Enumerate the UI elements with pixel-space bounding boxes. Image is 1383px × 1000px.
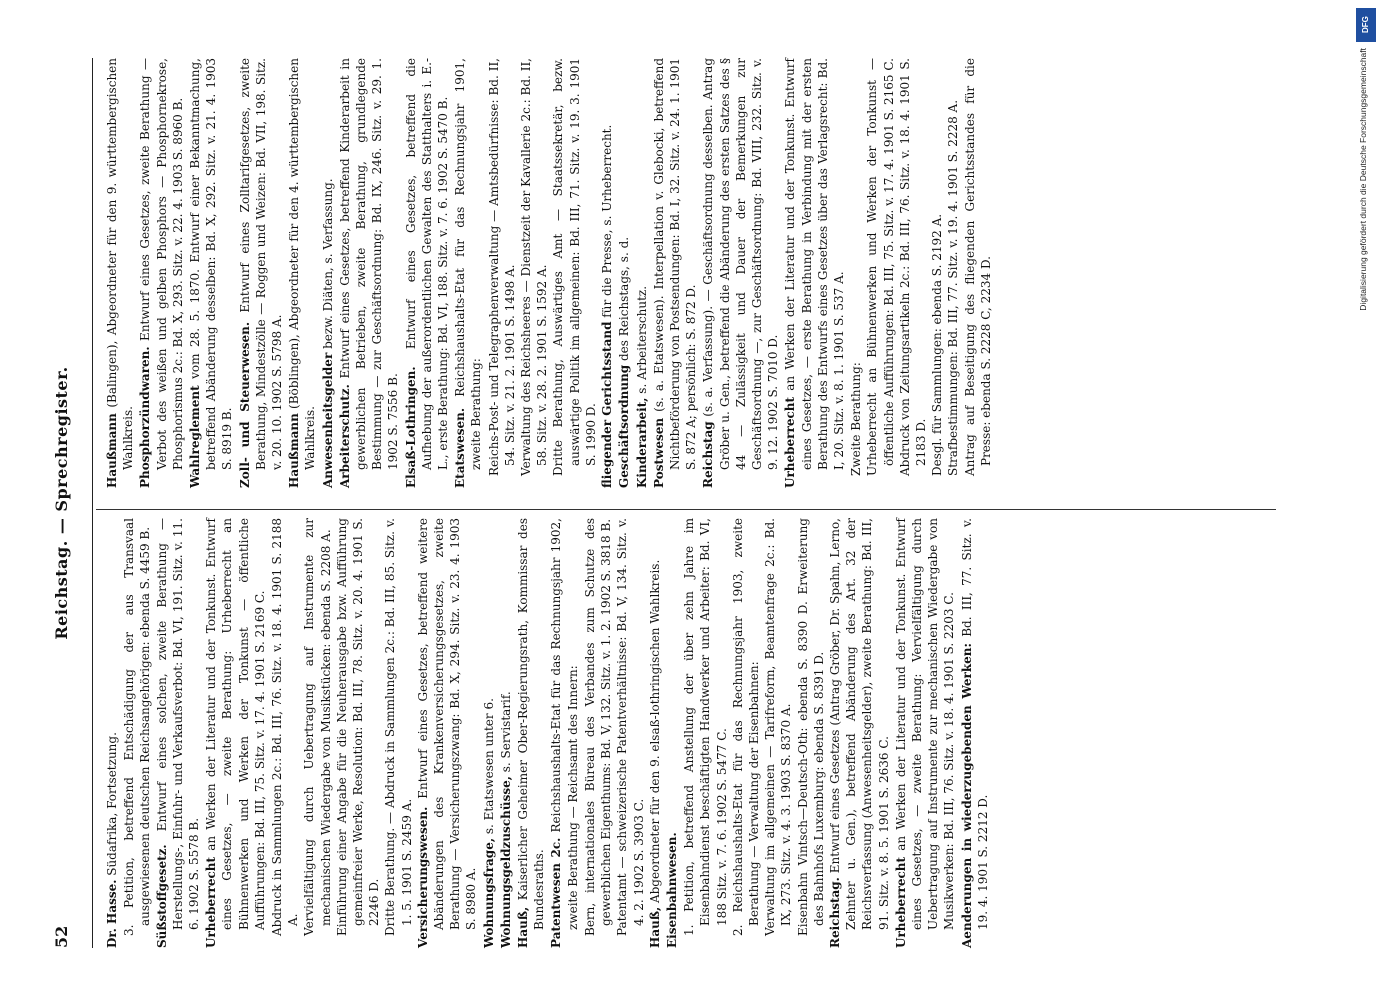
entry-lemma: Urheberrecht [783, 396, 798, 488]
entry-text: an Werken der Literatur und der Tonkunst. Entwurf eines Gesetzes, — zweite Berathung: Urheberrecht an Bühnenwerken und Werken der Tonkunst — öffentliche Aufführungen: Bd. III, 75. Sitz. v. 17. 4. 1901 S. 2169 C. [204, 518, 267, 930]
entry-lemma: Urheberrecht [204, 856, 219, 948]
entry-lemma: Hauß, [647, 906, 662, 948]
index-entry [782, 58, 847, 488]
entry-lemma: Süßstoffgesetz. [154, 844, 169, 948]
index-entry [337, 58, 402, 488]
left-column [104, 518, 992, 948]
index-entry [795, 518, 827, 948]
entry-text: Verwaltung des Reichsheeres — Dienstzeit der Kavallerie 2c.: Bd. II, 58. Sitz. v. 28. 2. 1901 S. 1592 A. [519, 58, 550, 476]
index-entry [121, 518, 153, 948]
index-entry [651, 58, 700, 488]
entry-text: 1. Petition, betreffend Anstellung der über zehn Jahre im Eisenbahndienst beschäftigten Handwerker und Arbeiter: Bd. VI, 188 Sitz. v. 7. 6. 1902 S. 5477 C. [682, 518, 729, 936]
entry-text: Antrag auf Beseitigung des fliegenden Gerichtsstandes für die Presse: ebenda S. 2228 C, 2234 D. [962, 58, 993, 476]
entry-text: Abdruck von Zeitungsartikeln 2c.: Bd. III, 76. Sitz. v. 18. 4. 1901 S. 2183 D. [897, 58, 928, 476]
index-entry [154, 518, 203, 948]
entry-text: an Werken der Literatur und der Tonkunst. Entwurf eines Gesetzes, — zweite Berathung: Vervielfältigung durch Uebertragung auf Instrumente zur mechanischen Wiedergabe von Musikwerken: Bd. III, 76. Sitz. v. 18. 4. 1901 S. 2203 C. [893, 518, 957, 930]
entry-text: Bern, internationales Büreau des Verbandes zum Schutze des gewerblichen Eigenthums: Bd. V, 132. Sitz. v. 1. 2. 1902 S. 3818 B. [582, 518, 614, 936]
entry-text: Zweite Berathung: [849, 362, 864, 476]
index-entry [515, 518, 547, 948]
entry-lemma: Arbeiterschutz. [337, 384, 352, 488]
entry-text: Abdruck in Sammlungen 2c.: Bd. III, 76. Sitz. v. 18. 4. 1901 S. 2188 A. [270, 518, 301, 936]
entry-lemma: Haußmann [105, 413, 119, 488]
index-entry [269, 518, 301, 948]
entry-lemma: Reichstag. [827, 877, 842, 948]
entry-text: Bd. III, 77. Sitz. v. 19. 4. 1901 S. 2212 D. [959, 518, 990, 930]
entry-text: Reichs-Post- und Telegraphenverwaltung — Amtsbedürfnisse: Bd. II, 54. Sitz. v. 21. 2. 1901 S. 1498 A. [486, 58, 517, 476]
entry-lemma: Elsaß-Lothringen. [403, 366, 418, 488]
entry-text: Dritte Berathung. — Abdruck in Sammlungen 2c.: Bd. III, 85. Sitz. v. 1. 5. 1901 S. 2459 A. [383, 518, 414, 936]
index-entry [452, 58, 484, 488]
index-entry [647, 518, 663, 948]
entry-lemma: fliegender Gerichtsstand [600, 321, 615, 488]
entry-text: 2. Reichshaushalts-Etat für das Rechnungsjahr 1903, zweite Berathung — Verwaltung der Eisenbahnen: [730, 518, 761, 936]
index-entry [664, 518, 680, 948]
entry-lemma: Versicherungswesen. [415, 806, 430, 948]
entry-text: Entwurf eines Gesetzes, betreffend Kinderarbeit in gewerblichen Betrieben, zweite Berathung, grundlegende Bestimmung — zur Geschäftsordnung: Bd. IX, 246. Sitz. v. 29. 1. 1902 S. 7556 B. [337, 58, 401, 470]
page-header [52, 58, 92, 948]
column-divider [96, 509, 1276, 510]
index-entry [614, 518, 646, 948]
entry-lemma: Patentwesen 2c. [549, 837, 564, 948]
index-entry [616, 58, 632, 488]
entry-text: Vervielfältigung durch Uebertragung auf Instrumente zur mechanischen Wiedergabe von Musikstücken: ebenda S. 2208 A. [302, 518, 333, 936]
entry-lemma: Wohnungsgeldzuschüsse, [498, 776, 513, 948]
index-entry [498, 518, 514, 948]
index-entry [548, 518, 580, 948]
entry-text: Südafrika, Fortsetzung. [105, 732, 119, 880]
entry-text: Abgeordneter für den 9. elsaß-lothringischen Wahlkreis. [647, 559, 662, 907]
entry-text: (s. a. Etatswesen). Interpellation v. Glebocki, betreffend Nichtbeförderung von Postsendungen: Bd. I, 32. Sitz. v. 24. 1. 1901 S. 872 A; persönlich: S. 872 D. [651, 58, 699, 470]
entry-lemma: Urheberrecht [893, 856, 908, 948]
entry-text: s. Servistarif. [498, 691, 513, 777]
index-entry [104, 58, 136, 488]
entry-text: Patentamt — schweizerische Patentverhältnisse: Bd. V, 134. Sitz. v. 4. 2. 1902 S. 3903 C. [615, 518, 646, 936]
entry-text: (Böblingen), Abgeordneter für den 4. württembergischen Wahlkreis. [287, 58, 318, 470]
entry-text: Entwurf eines Gesetzes, betreffend weitere Abänderungen des Krankenversicherungsgesetzes, zweite Berathung — Versicherungszwang: Bd. X, 294. Sitz. v. 23. 4. 1903 S. 8980 A. [415, 518, 479, 930]
index-entry [893, 518, 958, 948]
index-entry [187, 58, 236, 488]
index-entry [582, 518, 614, 948]
dfg-logo: DFG [1356, 8, 1376, 42]
index-entry [848, 58, 864, 488]
entry-text: für die Presse, s. Urheberrecht. [600, 124, 615, 322]
index-entry [334, 518, 383, 948]
index-entry [486, 58, 518, 488]
entry-lemma: Haußmann [287, 413, 302, 488]
index-entry [382, 518, 414, 948]
entry-text: vom 28. 5. 1870. Entwurf einer Bekanntmachung, betreffend Abänderung desselben: Bd. X, 292. Sitz. v. 21. 4. 1903 S. 8919 B. [188, 58, 235, 470]
index-entry [415, 518, 480, 948]
entry-lemma: Anwesenheitsgelder [320, 352, 335, 488]
entry-text: s. Etatswesen unter 6. [481, 698, 496, 838]
entry-text: bezw. Diäten, s. Verfassung. [320, 178, 335, 353]
entry-text: Eisenbahn Vintsch—Deutsch-Oth: ebenda S. 8390 D. Erweiterung des Bahnhofs Luxemburg: ebenda S. 8391 D. [795, 518, 826, 936]
entry-text: Einführung einer Angabe für die Neuherausgabe bzw. Aufführung gemeinfreier Werke, Resolution: Bd. III, 78. Sitz. v. 20. 4. 1901 S. 2246 D. [334, 518, 382, 936]
index-entry [203, 518, 268, 948]
entry-lemma: Geschäftsordnung [617, 364, 632, 488]
index-entry [897, 58, 929, 488]
entry-text: s. Arbeiterschutz. [634, 285, 649, 398]
index-entry [403, 58, 452, 488]
index-entry [237, 58, 286, 488]
entry-text: 3. Petition, betreffend Entschädigung der aus Transvaal ausgewiesenen deutschen Reichsangehörigen: ebenda S. 4459 B. [122, 518, 153, 936]
entry-text: Kaiserlicher Geheimer Ober-Regierungsrath, Kommissar des Bundesraths. [516, 518, 547, 930]
entry-text: Entwurf eines Zolltarifgesetzes, zweite Berathung, Mindestzölle — Roggen und Weizen: Bd. VII, 198. Sitz. v. 20. 10. 1902 S. 5798 A. [237, 57, 285, 470]
entry-lemma: Eisenbahnwesen. [664, 832, 679, 948]
entry-text: (s. a. Verfassung). — Geschäftsordnung desselben. Antrag Gröber u. Gen., betreffend die Abänderung des ersten Satzes des § 44 — Zulässigkeit und Dauer der Bemerkungen zur Geschäftsordnung —, zur Geschäftsordnung: Bd. VIII, 232. Sitz. v. 9. 12. 1902 S. 7010 D. [701, 58, 781, 470]
right-column [104, 58, 994, 488]
index-entry [550, 58, 599, 488]
entry-lemma: Wahlreglement [188, 385, 203, 488]
header-rule [92, 58, 93, 948]
entry-text: (Balingen), Abgeordneter für den 9. württembergischen Wahlkreis. [105, 58, 136, 470]
index-entry [681, 518, 730, 948]
index-entry [481, 518, 497, 948]
index-entry [827, 518, 892, 948]
entry-lemma: Aenderungen in wiederzugebenden Werken: [959, 643, 974, 948]
entry-text: Entwurf eines Gesetzes, zweite Berathung — Verbot des weißen und gelben Phosphors — Phosphornekrose, Phosphorismus 2c.: Bd. X, 293. Sitz. v. 22. 4. 1903 S. 8960 B. [138, 58, 185, 470]
index-entry [301, 518, 333, 948]
index-entry [959, 518, 991, 948]
index-entry [762, 518, 794, 948]
index-entry [599, 58, 615, 488]
entry-lemma: Postwesen [651, 417, 666, 488]
entry-lemma: Reichstag [701, 421, 716, 488]
entry-text: Verwaltung im allgemeinen — Tarifreform, Beamtenfrage 2c.: Bd. IX, 273. Sitz. v. 4. 3. 1903 S. 8370 A. [763, 518, 794, 936]
index-entry [286, 58, 318, 488]
entry-text: Urheberrecht an Bühnenwerken und Werken der Tonkunst — öffentliche Aufführungen: Bd. III, 75. Sitz. v. 17. 4. 1901 S. 2165 C. [865, 58, 896, 476]
entry-text: Entwurf eines Gesetzes, betreffend die Aufhebung der außerordentlichen Gewalten des Statthalters i. E.-L., erste Berathung: Bd. VI, 188. Sitz. v. 7. 6. 1902 S. 5470 B. [403, 58, 451, 470]
entry-lemma: Etatswesen. [453, 407, 468, 488]
index-entry [320, 58, 336, 488]
entry-lemma: Kinderarbeit, [634, 397, 649, 488]
entry-text: Dritte Berathung, Auswärtiges Amt — Staatssekretär, bezw. auswärtige Politik im allgemeinen: Bd. III, 71. Sitz. v. 19. 3. 1901 S. 1990 D. [551, 58, 598, 476]
entry-lemma: Zoll- und Steuerwesen. [237, 321, 252, 488]
entry-lemma: Dr. Hasse. [105, 879, 119, 948]
entry-text: Entwurf eines solchen, zweite Berathung — Herstellungs-, Einfuhr- und Verkaufsverbot: Bd. VI, 191. Sitz. v. 11. 6. 1902 S. 5578 B. [154, 518, 202, 930]
entry-lemma: Hauß, [516, 906, 531, 948]
index-entry [929, 58, 945, 488]
entry-text: Reichshaushalts-Etat für das Rechnungsjahr 1902, zweite Berathung — Reichsamt des Innern: [549, 518, 580, 930]
entry-text: Entwurf eines Gesetzes (Antrag Gröber, Dr. Spahn, Lerno, Zehnter u. Gen.), betreffend Abänderung des Art. 32 der Reichsverfassung (Anwesenheitsgelder), zweite Berathung: Bd. III, 91. Sitz. v. 8. 5. 1901 S. 2636 C. [827, 518, 891, 930]
entry-text: Strafbestimmungen: Bd. III, 77. Sitz. v. 19. 4. 1901 S. 2228 A. [946, 99, 961, 476]
entry-lemma: Wohnungsfrage, [481, 837, 496, 948]
digitization-credit: Digitalisierung gefördert durch die Deutsche Forschungsgemeinschaft [1358, 48, 1368, 311]
entry-text: an Werken der Literatur und der Tonkunst. Entwurf eines Gesetzes, — erste Berathung in Verbindung mit der ersten Berathung des Entwurfs eines Gesetzes über das Verlagsrecht: Bd. I, 20. Sitz. v. 8. 1. 1901 S. 537 A. [783, 58, 846, 470]
index-entry [634, 58, 650, 488]
page-number: 52 [52, 925, 71, 948]
entry-text: des Reichstags, s. d. [617, 236, 632, 365]
running-title: Reichstag. — Sprechregister. [52, 366, 71, 640]
entry-text: Desgl. für Sammlungen: ebenda S. 2192 A. [930, 213, 945, 476]
entry-lemma: Phosphorzündwaren. [138, 346, 153, 488]
entry-text: Reichshaushalts-Etat für das Rechnungsjahr 1901, zweite Berathung: [453, 58, 484, 470]
index-entry [864, 58, 896, 488]
index-entry [730, 518, 762, 948]
index-entry [104, 518, 120, 948]
index-entry [137, 58, 186, 488]
index-entry [962, 58, 994, 488]
index-entry [518, 58, 550, 488]
index-entry [700, 58, 781, 488]
dfg-watermark [1355, 8, 1377, 988]
index-entry [945, 58, 961, 488]
